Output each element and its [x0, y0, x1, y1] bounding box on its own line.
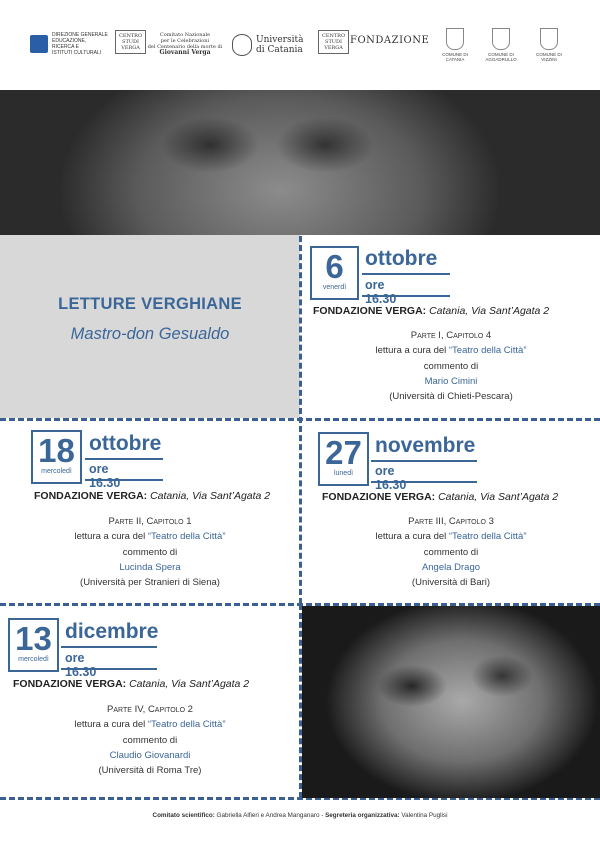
unict-logo [232, 34, 303, 56]
event-reading [0, 717, 300, 732]
event-reading [302, 343, 600, 358]
reading-label: lettura a cura del [74, 531, 148, 543]
cs-line: STUDI [325, 39, 343, 45]
event-day: 13 [15, 620, 52, 657]
comment-label: commento di [423, 546, 479, 558]
event-university: (Università per Stranieri di Siena) [80, 577, 220, 589]
footer-credits [0, 812, 600, 819]
event-time: ore 16.30 [89, 462, 121, 490]
reading-company: “Teatro della Città” [147, 719, 226, 731]
date-box [310, 246, 359, 300]
actor-portrait-photo [302, 606, 600, 798]
comitato-line: Comitato Nazionale [159, 32, 211, 38]
venue-address: Catania, Via Sant’Agata 2 [429, 305, 550, 317]
cs-line: CENTRO [119, 33, 143, 39]
mic-badge-icon [30, 35, 48, 53]
event-university: (Università di Bari) [411, 577, 491, 589]
unict-line: Università [256, 35, 304, 45]
event-time: ore 16.30 [365, 278, 397, 306]
event-speaker: Claudio Giovanardi [109, 749, 191, 761]
cs-line: VERGA [324, 45, 343, 51]
comune-line: COMUNE DI [442, 52, 468, 57]
date-box [31, 430, 82, 484]
reading-company: “Teatro della Città” [448, 345, 527, 357]
comitato-line: per le Celebrazioni [160, 38, 210, 44]
header-logos [0, 26, 600, 88]
event-weekday: mercoledì [18, 656, 49, 663]
comment-label: commento di [122, 734, 178, 746]
reading-label: lettura a cura del [74, 719, 148, 731]
fondazione-logo [350, 35, 430, 46]
time-underline [371, 481, 477, 483]
event-weekday: lunedì [333, 470, 354, 477]
title-panel [0, 235, 300, 418]
footer-sci-label: Comitato scientifico: [152, 812, 215, 819]
mic-line: ISTITUTI CULTURALI [52, 50, 102, 56]
event-details [0, 702, 300, 778]
event-part: Parte III, Capitolo 3 [408, 516, 494, 527]
reading-company: “Teatro della Città” [448, 531, 527, 543]
mic-line: EDUCAZIONE, [52, 38, 87, 44]
comment-label: commento di [122, 546, 178, 558]
event-university: (Università di Chieti-Pescara) [389, 391, 513, 403]
footer-org-label: Segreteria organizzativa: [325, 812, 400, 819]
event-speaker: Angela Drago [421, 561, 481, 573]
event-venue [34, 490, 270, 502]
cs-line: CENTRO [322, 33, 346, 39]
event-venue [13, 678, 249, 690]
event-details [0, 514, 300, 590]
event-venue [313, 305, 549, 317]
venue-address: Catania, Via Sant’Agata 2 [129, 678, 250, 690]
event-details [302, 328, 600, 404]
venue-name: FONDAZIONE VERGA: [13, 678, 127, 690]
comune-vizzini [530, 28, 568, 62]
event-time: ore 16.30 [375, 464, 407, 492]
footer-sci-names: Gabriella Alfieri e Andrea Manganaro - [214, 812, 326, 819]
reading-company: “Teatro della Città” [147, 531, 226, 543]
comitato-line: del Centenario della morte di [147, 44, 223, 50]
event-month: dicembre [65, 620, 159, 643]
comune-line: CATANIA [445, 57, 465, 62]
comune-line: COMUNE DI [536, 52, 562, 57]
page-title: LETTURE VERGHIANE [58, 295, 242, 313]
fondazione-text: FONDAZIONE [350, 35, 430, 46]
event-speaker: Lucinda Spera [119, 561, 181, 573]
venue-address: Catania, Via Sant’Agata 2 [438, 491, 559, 503]
verga-portrait-photo [0, 90, 600, 235]
venue-name: FONDAZIONE VERGA: [34, 490, 148, 502]
month-underline [371, 460, 477, 462]
venue-name: FONDAZIONE VERGA: [313, 305, 427, 317]
comitato-line: Giovanni Verga [159, 49, 211, 56]
event-month: ottobre [365, 247, 438, 270]
comune-line: AGGADRULLO [485, 57, 517, 62]
comitato-logo [145, 32, 225, 56]
cs-line: STUDI [122, 39, 140, 45]
event-reading [302, 529, 600, 544]
catania-crest-icon [446, 28, 464, 50]
comune-line: VIZZINI [541, 57, 557, 62]
event-weekday: mercoledì [41, 468, 72, 475]
date-box [8, 618, 59, 672]
cs-line: VERGA [121, 45, 140, 51]
mic-line: RICERCA E [52, 44, 79, 50]
event-month: ottobre [89, 432, 162, 455]
unict-seal-icon [232, 34, 252, 56]
event-part: Parte II, Capitolo 1 [108, 516, 192, 527]
mic-logo [30, 32, 108, 56]
reading-label: lettura a cura del [375, 345, 449, 357]
footer-org-names: Valentina Puglisi [399, 812, 448, 819]
month-underline [85, 458, 163, 460]
time-underline [362, 295, 450, 297]
event-time: ore 16.30 [65, 651, 97, 679]
comune-catania [436, 28, 474, 62]
unict-line: di Catania [256, 45, 303, 55]
event-part: Parte I, Capitolo 4 [410, 330, 492, 341]
time-underline [61, 668, 157, 670]
comune-line: COMUNE DI [488, 52, 514, 57]
event-university: (Università di Roma Tre) [98, 765, 202, 777]
centro-studi-logo-1 [115, 30, 146, 54]
comune-aggadrullo [482, 28, 520, 62]
event-speaker: Mario Cimini [424, 375, 478, 387]
venue-address: Catania, Via Sant’Agata 2 [150, 490, 271, 502]
month-underline [362, 273, 450, 275]
event-day: 6 [325, 248, 344, 285]
centro-studi-logo-2 [318, 30, 349, 54]
event-weekday: venerdì [322, 284, 347, 291]
event-reading [0, 529, 300, 544]
event-month: novembre [375, 434, 476, 457]
event-day: 27 [325, 434, 362, 471]
mic-line: DIREZIONE GENERALE [52, 32, 108, 38]
comune-crest-icon [492, 28, 510, 50]
event-part: Parte IV, Capitolo 2 [107, 704, 193, 715]
venue-name: FONDAZIONE VERGA: [322, 491, 436, 503]
time-underline [85, 479, 163, 481]
event-details [302, 514, 600, 590]
month-underline [61, 646, 157, 648]
page-subtitle: Mastro-don Gesualdo [70, 325, 230, 343]
date-box [318, 432, 369, 486]
comment-label: commento di [423, 360, 479, 372]
event-venue [322, 491, 558, 503]
vizzini-crest-icon [540, 28, 558, 50]
reading-label: lettura a cura del [375, 531, 449, 543]
event-day: 18 [38, 432, 75, 469]
